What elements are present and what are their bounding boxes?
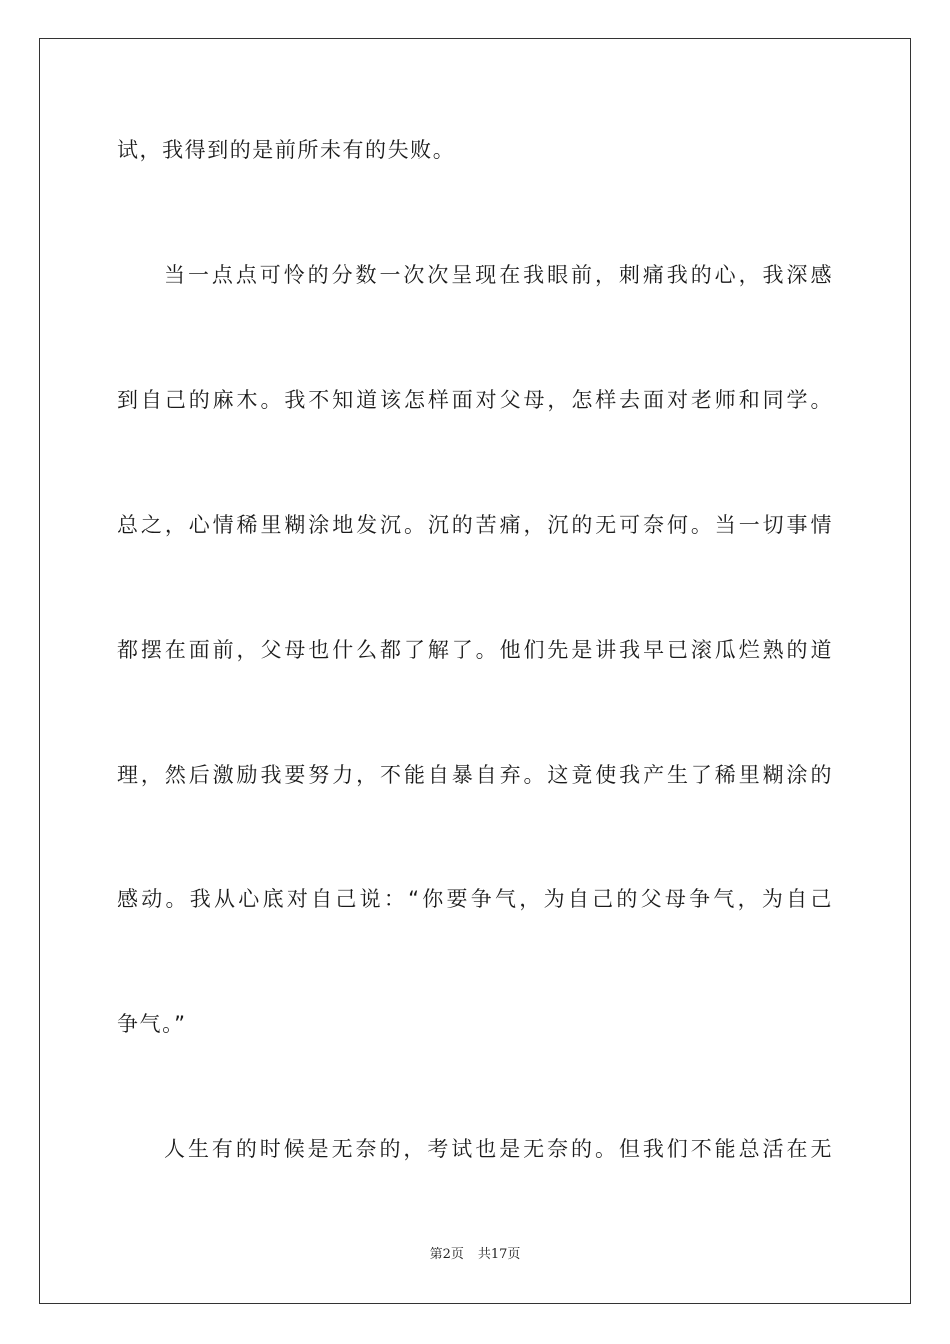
text-line-8: 争气。” (117, 1012, 187, 1036)
text-line-9: 人生有的时候是无奈的，考试也是无奈的。但我们不能总活在无 (164, 1137, 833, 1161)
total-pages: 共17页 (477, 1247, 521, 1262)
text-line-7: 感动。我从心底对自己说：“你要争气，为自己的父母争气，为自己 (117, 887, 833, 911)
text-line-3: 到自己的麻木。我不知道该怎样面对父母，怎样去面对老师和同学。 (117, 388, 833, 412)
page-frame (39, 38, 911, 1304)
text-line-1: 试，我得到的是前所未有的失败。 (117, 138, 456, 162)
text-line-5: 都摆在面前，父母也什么都了解了。他们先是讲我早已滚瓜烂熟的道 (117, 638, 833, 662)
text-line-2: 当一点点可怜的分数一次次呈现在我眼前，刺痛我的心，我深感 (164, 263, 833, 287)
page-footer (0, 1246, 950, 1264)
text-line-6: 理，然后激励我要努力，不能自暴自弃。这竟使我产生了稀里糊涂的 (117, 763, 833, 787)
page-number: 第2页 (429, 1247, 464, 1262)
text-line-4: 总之，心情稀里糊涂地发沉。沉的苦痛，沉的无可奈何。当一切事情 (117, 513, 833, 537)
